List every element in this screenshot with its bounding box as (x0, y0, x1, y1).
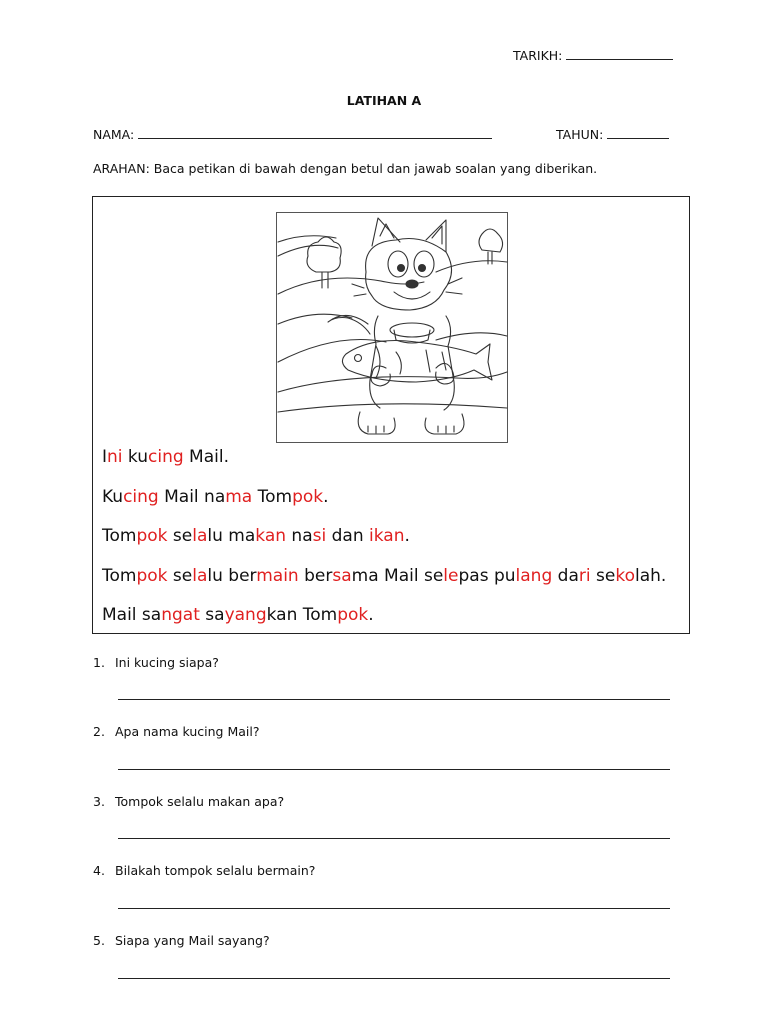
answer-line-2[interactable] (118, 769, 670, 770)
story-text-segment: . (323, 486, 329, 507)
question-text: Apa nama kucing Mail? (115, 724, 260, 739)
question-number: 3. (93, 794, 105, 809)
instructions (93, 161, 597, 176)
year-field (556, 127, 669, 142)
question-number: 4. (93, 863, 105, 878)
highlighted-syllable: pok (337, 605, 369, 625)
highlighted-syllable: cing (148, 447, 184, 467)
question-text: Bilakah tompok selalu bermain? (115, 863, 316, 878)
highlighted-syllable: sa (332, 565, 352, 586)
highlighted-syllable: pok (136, 565, 168, 586)
story-text-segment: ma Mail se (351, 565, 444, 586)
highlighted-syllable: main (256, 565, 299, 586)
highlighted-syllable: pok (292, 486, 324, 507)
highlighted-syllable: kan (255, 526, 287, 546)
highlighted-syllable: la (192, 526, 208, 546)
highlighted-syllable: cing (123, 486, 159, 507)
question-1 (93, 655, 219, 670)
story-line-4 (102, 564, 666, 604)
story-text-segment: Tom (102, 526, 137, 546)
story-line-1 (102, 445, 666, 485)
story-line-3 (102, 524, 666, 564)
highlighted-syllable: ni (107, 447, 123, 467)
story-text-segment: ku (122, 447, 149, 467)
story-text-segment: Mail sa (102, 605, 162, 625)
question-4 (93, 863, 315, 878)
name-blank-line[interactable] (138, 138, 492, 139)
story-text-segment: kan Tom (266, 605, 338, 625)
year-label: TAHUN: (556, 127, 604, 142)
story-text-segment: dan (326, 526, 370, 546)
story-line-5 (102, 603, 666, 643)
story-text-segment: pas pu (458, 565, 516, 586)
highlighted-syllable: si (312, 526, 327, 546)
story-text-segment: Ku (102, 486, 124, 507)
story-text-segment: na (286, 526, 313, 546)
highlighted-syllable: pok (136, 526, 168, 546)
question-5 (93, 933, 270, 948)
highlighted-syllable: ko (615, 565, 635, 586)
story-text-segment: se (590, 565, 616, 586)
answer-line-5[interactable] (118, 978, 670, 979)
story-text-segment: da (552, 565, 579, 586)
story-text-segment: ber (298, 565, 333, 586)
worksheet-title: LATIHAN A (346, 93, 422, 108)
story-text-segment: Mail na (158, 486, 226, 507)
name-label: NAMA: (93, 127, 135, 142)
story-text-segment: lu ber (207, 565, 257, 586)
instruction-text: Baca petikan di bawah dengan betul dan jawab soalan yang diberikan. (153, 161, 598, 176)
story-text-segment: . (404, 526, 410, 546)
answer-line-3[interactable] (118, 838, 670, 839)
story-text-segment: Tom (102, 565, 137, 586)
highlighted-syllable: la (192, 565, 208, 586)
date-field (513, 48, 673, 63)
year-blank-line[interactable] (607, 138, 669, 139)
highlighted-syllable: le (443, 565, 459, 586)
date-label: TARIKH: (513, 48, 563, 63)
cat-holding-fish-illustration (276, 212, 508, 443)
question-text: Tompok selalu makan apa? (115, 794, 285, 809)
question-text: Ini kucing siapa? (115, 655, 219, 670)
highlighted-syllable: ngat (161, 605, 200, 625)
highlighted-syllable: yang (224, 605, 267, 625)
answer-line-4[interactable] (118, 908, 670, 909)
date-blank-line[interactable] (566, 59, 673, 60)
highlighted-syllable: ri (578, 565, 591, 586)
story-text-segment: se (167, 526, 193, 546)
question-2 (93, 724, 260, 739)
story-text-segment: I (102, 447, 108, 467)
question-text: Siapa yang Mail sayang? (115, 933, 270, 948)
highlighted-syllable: ma (225, 486, 253, 507)
highlighted-syllable: kan (373, 526, 405, 546)
answer-line-1[interactable] (118, 699, 670, 700)
instruction-label: ARAHAN: (93, 161, 150, 176)
story-text-segment: lah. (634, 565, 667, 586)
story-text-segment: Mail. (183, 447, 229, 467)
highlighted-syllable: i (369, 526, 374, 546)
highlighted-syllable: lang (515, 565, 553, 586)
story-line-2 (102, 485, 666, 525)
story-text-segment: . (368, 605, 374, 625)
story-text-segment: se (167, 565, 193, 586)
story-text-segment: Tom (252, 486, 293, 507)
story-text (102, 445, 666, 643)
story-text-segment: sa (199, 605, 225, 625)
story-text-segment: lu ma (207, 526, 256, 546)
question-number: 1. (93, 655, 105, 670)
question-number: 2. (93, 724, 105, 739)
question-number: 5. (93, 933, 105, 948)
story-box (92, 196, 690, 634)
name-field (93, 127, 492, 142)
question-3 (93, 794, 284, 809)
